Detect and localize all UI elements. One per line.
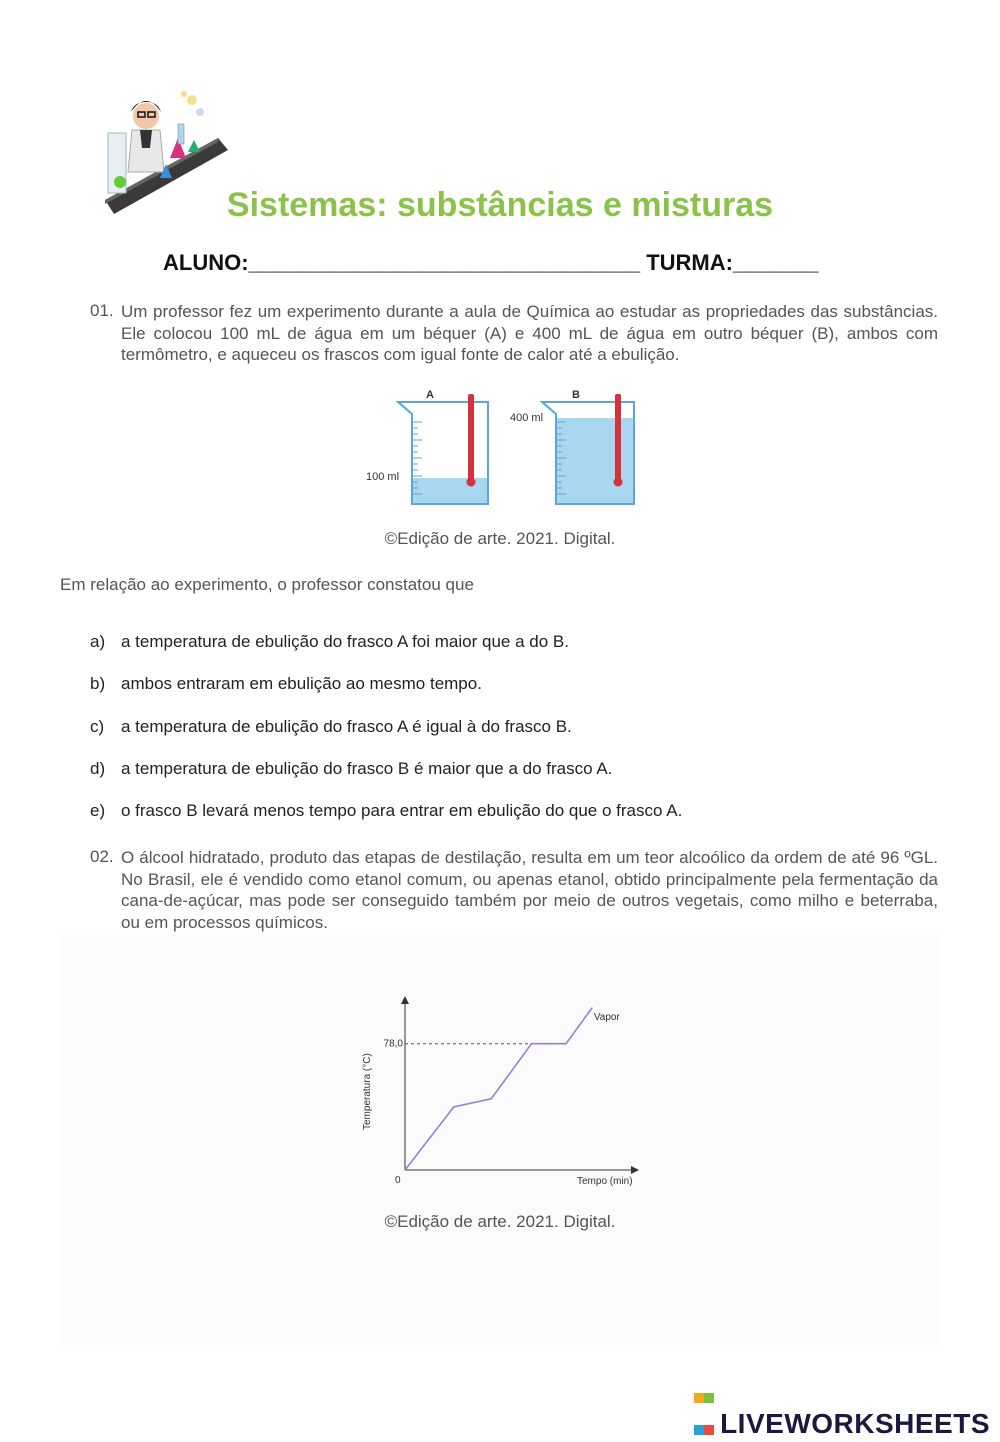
x-axis-label: Tempo (min) <box>577 1176 633 1187</box>
origin-label: 0 <box>395 1175 401 1186</box>
series-temperature <box>404 1007 592 1171</box>
option-letter: a) <box>90 632 106 651</box>
question-2-text: O álcool hidratado, produto das etapas de destilação, resulta em um teor alcoólico da ordem de até 96 ºGL. No Brasil, ele é vendido como etanol comum, ou apenas etanol, obtido principalmente pela fermentação da cana-de-açúcar, mas pode ser conseguido também por meio de outros vegetais, como milho e beterraba, ou em processos químicos. <box>121 848 938 932</box>
figure-1-caption: ©Edição de arte. 2021. Digital. <box>384 529 616 548</box>
figure-2-caption: ©Edição de arte. 2021. Digital. <box>384 1212 616 1231</box>
option-text: a temperatura de ebulição do frasco A é igual à do frasco B. <box>121 716 572 736</box>
liveworksheets-logo[interactable] <box>694 1378 990 1440</box>
data-point <box>591 1007 593 1009</box>
page-title: Sistemas: substâncias e misturas <box>226 186 774 224</box>
question-1-stem: Em relação ao experimento, o professor constatou que <box>60 575 474 594</box>
question-1-text: Um professor fez um experimento durante a aula de Química ao estudar as propriedades das substâncias. Ele colocou 100 mL de água em um béquer (A) e 400 mL de água em outro béquer (B), ambos com termômetro, e aqueceu os frascos com igual fonte de calor até a ebulição. <box>121 302 938 364</box>
data-point <box>565 1043 567 1045</box>
student-name-label: ALUNO: <box>163 250 249 275</box>
student-class-label: TURMA: <box>646 250 733 275</box>
vapor-annotation: Vapor <box>593 1012 620 1024</box>
student-class-blank: _______ <box>732 250 819 275</box>
option-text: o frasco B levará menos tempo para entrar em ebulição do que o frasco A. <box>121 801 683 821</box>
option-letter: c) <box>90 716 105 736</box>
beaker-b-volume: 400 ml <box>510 412 544 424</box>
answer-option[interactable] <box>90 759 612 779</box>
option-text: a temperatura de ebulição do frasco A foi maior que a do B. <box>121 632 569 651</box>
question-1-number: 01. <box>90 301 114 320</box>
series-line <box>405 1008 592 1170</box>
logo-icon <box>694 1378 718 1400</box>
beakers-figure <box>360 382 650 510</box>
data-point <box>490 1098 492 1100</box>
student-info-line <box>163 250 819 276</box>
answer-option[interactable] <box>90 801 682 821</box>
beaker-a-volume: 100 ml <box>366 471 400 483</box>
option-letter: b) <box>90 674 106 694</box>
logo-text: LIVEWORKSHEETS <box>720 1408 990 1439</box>
answer-option[interactable] <box>90 632 569 652</box>
data-point <box>453 1106 455 1108</box>
answer-option[interactable] <box>90 717 572 737</box>
beaker-a-label: A <box>426 389 434 401</box>
reference-line-label: 78,0 <box>383 1038 403 1050</box>
beaker-b-label: B <box>572 389 580 401</box>
question-2-number: 02. <box>90 847 114 866</box>
student-name-blank: ________________________________ <box>248 250 641 275</box>
answer-option[interactable] <box>90 674 482 694</box>
data-point <box>531 1043 533 1045</box>
option-text: ambos entraram em ebulição ao mesmo tempo. <box>121 674 482 694</box>
data-point <box>404 1169 406 1171</box>
option-letter: d) <box>90 758 106 778</box>
option-text: a temperatura de ebulição do frasco B é maior que a do frasco A. <box>121 758 613 778</box>
option-letter: e) <box>90 801 106 821</box>
heating-curve-chart <box>350 990 650 1195</box>
y-axis-label: Temperatura (°C) <box>362 1053 373 1130</box>
